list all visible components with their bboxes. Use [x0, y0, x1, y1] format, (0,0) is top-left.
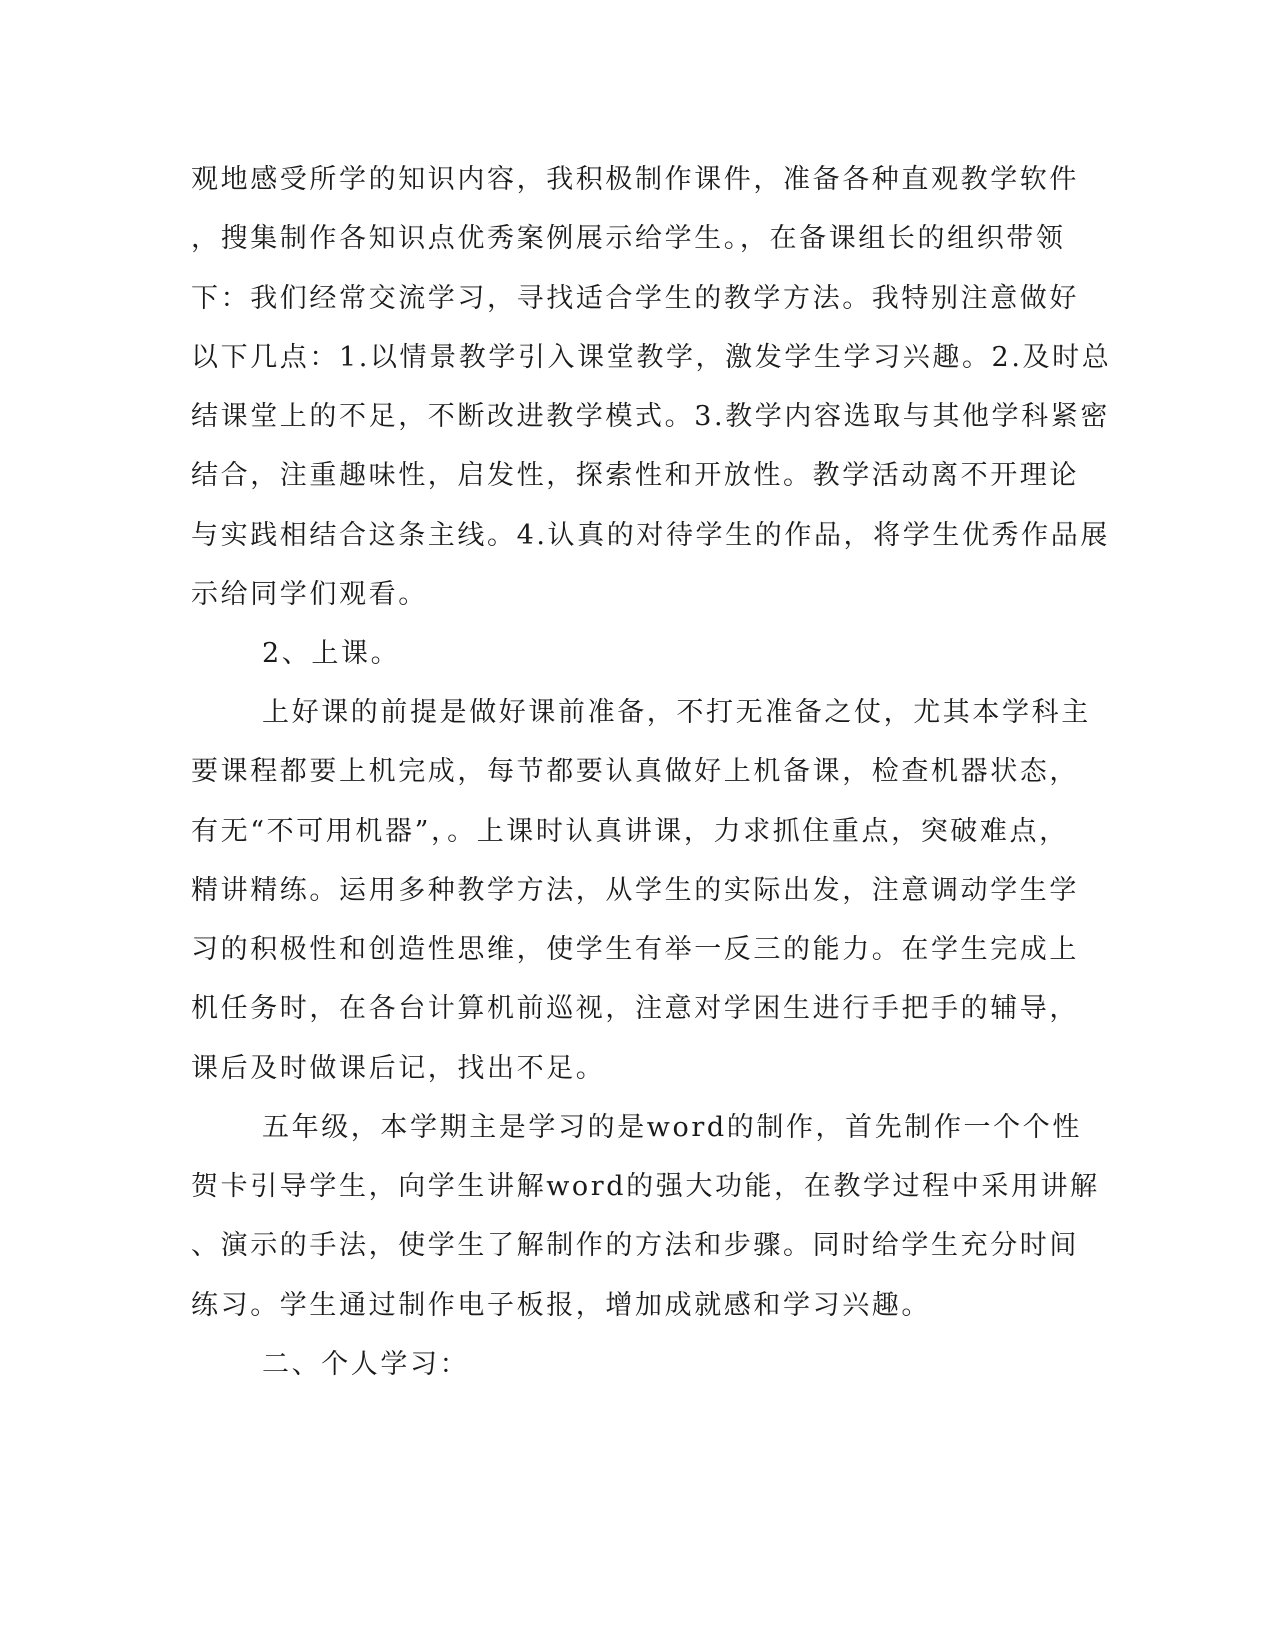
text-line: 机任务时，在各台计算机前巡视，注意对学困生进行手把手的辅导，: [191, 993, 1079, 1024]
text-line: 五年级，本学期主是学习的是word的制作，首先制作一个个性: [262, 1112, 1082, 1143]
text-line: 课后及时做课后记，找出不足。: [191, 1053, 606, 1084]
text-line: 以下几点：1.以情景教学引入课堂教学，激发学生学习兴趣。2.及时总: [191, 342, 1112, 373]
text-line: ，搜集制作各知识点优秀案例展示给学生。，在备课组长的组织带领: [191, 223, 1066, 254]
section-heading: 二、个人学习：: [262, 1349, 470, 1380]
text-line: 与实践相结合这条主线。4.认真的对待学生的作品，将学生优秀作品展: [191, 520, 1110, 551]
text-line: 下：我们经常交流学习，寻找适合学生的教学方法。我特别注意做好: [191, 283, 1079, 314]
section-heading: 2、上课。: [262, 638, 401, 669]
text-line: 精讲精练。运用多种教学方法，从学生的实际出发，注意调动学生学: [191, 875, 1079, 906]
text-line: 要课程都要上机完成，每节都要认真做好上机备课，检查机器状态，: [191, 756, 1079, 787]
text-line: 结课堂上的不足，不断改进教学模式。3.教学内容选取与其他学科紧密: [191, 401, 1110, 432]
text-line: 贺卡引导学生，向学生讲解word的强大功能，在教学过程中采用讲解: [191, 1171, 1100, 1202]
text-line: 观地感受所学的知识内容，我积极制作课件，准备各种直观教学软件: [191, 164, 1079, 195]
text-line: 习的积极性和创造性思维，使学生有举一反三的能力。在学生完成上: [191, 934, 1079, 965]
text-line: 练习。学生通过制作电子板报，增加成就感和学习兴趣。: [191, 1290, 931, 1321]
text-line: 示给同学们观看。: [191, 579, 428, 610]
text-line: 、演示的手法，使学生了解制作的方法和步骤。同时给学生充分时间: [191, 1230, 1079, 1261]
text-line: 有无“不可用机器”，。上课时认真讲课，力求抓住重点，突破难点，: [191, 816, 1069, 847]
text-line: 结合，注重趣味性，启发性，探索性和开放性。教学活动离不开理论: [191, 460, 1079, 491]
text-line: 上好课的前提是做好课前准备，不打无准备之仗，尤其本学科主: [262, 697, 1091, 728]
